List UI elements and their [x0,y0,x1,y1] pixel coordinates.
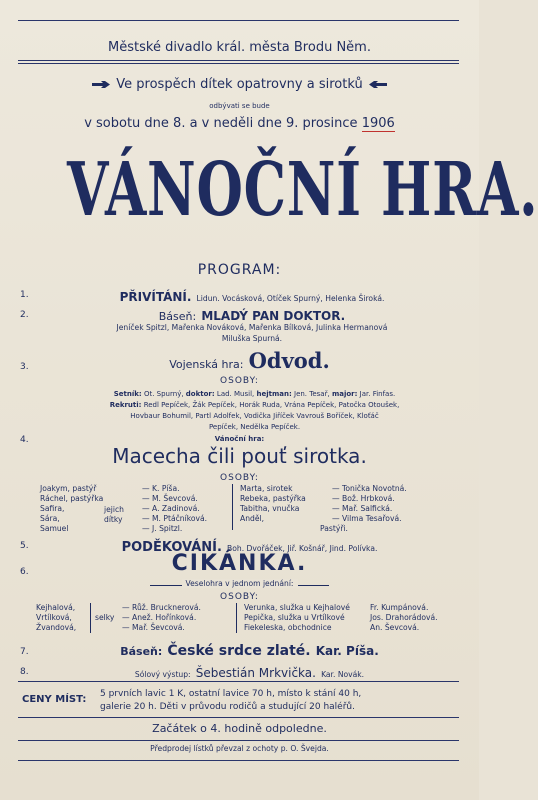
role: Fiekeleska, obchodnice [244,623,332,632]
actor: An. Ševcová. [370,623,420,632]
item-2-prefix: Báseň: [158,310,197,323]
item-1-cast: Lidun. Vocásková, Otíček Spurný, Helenka Široká. [196,294,385,303]
item-2-cast-1: Jeníček Spitzl, Mařenka Nováková, Mařenka Bílková, Julinka Hermanová [116,323,388,332]
item-number-5: 5. [20,541,29,551]
header-rule-1 [18,60,459,61]
actor: — M. Ševcová. [142,494,198,503]
item-7-author: Kar. Píša. [315,644,379,658]
item-7 [20,640,479,659]
item-number-7: 7. [20,647,29,657]
setnik-label: Setník: [113,390,142,398]
theatre-name: Městské divadlo král. města Brodu Něm. [108,40,371,55]
role: Pepička, služka u Vrtílkové [244,613,345,622]
ditky-label: dítky [104,515,123,524]
actor: — Mař. Salfická. [332,504,393,513]
start-time: Začátek o 4. hodině odpoledne. [152,722,327,735]
actor: — M. Ptáčníková. [142,514,208,523]
item-4-prefix: Vánoční hra: [214,435,265,443]
date-line [0,116,479,131]
item-3 [20,348,479,373]
item-2-cast-2: Miluška Spurná. [221,334,283,343]
played-note: odbývati se bude [209,102,270,110]
item-number-8: 8. [20,667,29,677]
date-text: v sobotu dne 8. a v neděli dne 9. prosince [84,116,358,131]
role: Sára, [40,514,60,523]
item-3-row-1 [30,390,479,398]
pastyri-label: Pastýři. [320,524,348,533]
item-4-left-actors [142,484,207,534]
setnik-actor: Ot. Spurný, [143,390,184,398]
item-6-right-roles [244,603,350,633]
item-number-6: 6. [20,567,29,577]
prices-line-2: galerie 20 h. Děti v průvodu rodičů a studující 20 haléřů. [100,702,355,712]
major-label: major: [331,390,358,398]
item-number-3: 3. [20,362,29,372]
item-3-osoby: OSOBY: [220,376,259,386]
actor: — Anež. Hořínková. [122,613,197,622]
item-6-right-actors [370,603,438,633]
role: Verunka, služka u Kejhalové [244,603,350,612]
item-4-osoby: OSOBY: [220,473,259,483]
item-6-subtitle [0,579,479,588]
item-4-title: Macecha čili pouť sirotka. [112,444,367,468]
item-3-row-4: Pepíček, Nedělka Pepíček. [208,423,301,431]
benefit-text: Ve prospěch dítek opatrovny a sirotků [116,77,363,92]
item-number-4: 4. [20,435,29,445]
role: Marta, sirotek [240,484,293,493]
doktor-label: doktor: [185,390,215,398]
role: Samuel [40,524,69,533]
actor: — Bož. Hrbková. [332,494,395,503]
item-6-osoby: OSOBY: [220,592,259,602]
item-6-divider [236,603,237,633]
jejich-label: jejich [104,505,124,514]
item-3-title: Odvod. [248,348,330,373]
actor: Jos. Drahorádová. [370,613,438,622]
selky-label: selky [95,613,115,622]
item-4-left-roles [40,484,103,534]
item-6-left-roles [36,603,76,633]
item-4-right-actors [332,484,407,524]
actor: — J. Spitzl. [142,524,183,533]
item-4-divider [232,484,233,530]
rekruti-label: Rekruti: [109,401,142,409]
item-3-prefix: Vojenská hra: [169,358,244,371]
doktor-actor: Lad. Musil, [216,390,255,398]
year: 1906 [361,116,395,131]
role: Ráchel, pastýřka [40,494,104,503]
item-5-title: PODĚKOVÁNÍ. [121,540,222,555]
role: Vrtílková, [36,613,72,622]
item-8-prefix: Sólový výstup: [134,670,191,679]
header-rule-2 [18,63,459,64]
item-7-prefix: Báseň: [120,645,163,658]
major-actor: Jar. Finfas. [359,390,396,398]
rekruti-list-1: Redl Pepíček, Žák Pepíček, Horák Ruda, Vrána Pepíček, Patočka Otoušek, [143,401,400,409]
role: Safira, [40,504,65,513]
item-2-title: MLADÝ PAN DOKTOR. [201,309,346,323]
item-1-title: PŘIVÍTÁNÍ. [119,290,192,304]
role: Anděl, [240,514,265,523]
item-8 [20,662,479,681]
prices-rule-bottom [18,717,459,718]
presale-note: Předprodej lístků převzal z ochoty p. O. Švejda. [150,744,329,753]
item-2 [25,305,479,324]
item-number-1: 1. [20,290,29,300]
item-3-row-2 [30,401,479,409]
pointing-hand-left-icon [369,81,387,88]
actor: — Vilma Tesařová. [332,514,402,523]
prices-label: CENY MÍST: [22,694,87,705]
prices-rule-top [18,681,459,682]
prices-text [100,688,361,714]
role: Kejhalová, [36,603,76,612]
role: Tabitha, vnučka [240,504,300,513]
role: Žvandová, [36,623,77,632]
item-3-row-3: Hovbaur Bohumil, Partl Adolfek, Vodička Jiříček Vavrouš Boříček, Kloťáč [130,412,379,420]
hejtman-label: hejtman: [256,390,292,398]
benefit-line [0,77,479,92]
actor: — Růž. Brucknerová. [122,603,201,612]
prices-line-1: 5 prvních lavic 1 K, ostatní lavice 70 h, místo k stání 40 h, [100,689,362,699]
program-label: PROGRAM: [197,262,282,278]
item-5-cast: Boh. Dvořáček, Jiř. Košnář, Jind. Polívka. [227,544,378,553]
item-4-right-roles [240,484,306,524]
actor: Fr. Kumpánová. [370,603,429,612]
actor: — A. Zadinová. [142,504,200,513]
actor: — Mař. Ševcová. [122,623,185,632]
item-8-title: Šebestián Mrkvička. [195,666,316,680]
top-rule [18,20,459,21]
jejich-ditky [104,505,124,525]
hejtman-actor: Jen. Tesař, [294,390,330,398]
item-number-2: 2. [20,310,29,320]
start-rule [18,740,459,741]
item-6-title: CIKÁNKA. [171,551,308,576]
actor: — K. Píša. [142,484,180,493]
item-8-author: Kar. Novák. [321,670,365,679]
item-6-subtitle-text: Veselohra v jednom jednání: [182,579,298,588]
item-1 [25,286,479,305]
bottom-rule [18,760,459,761]
item-6-bracket [90,603,91,633]
item-6-left-actors [122,603,201,633]
role: Joakym, pastýř [40,484,97,493]
item-7-title: České srdce zlaté. [167,643,311,659]
actor: — Tonička Novotná. [332,484,407,493]
poster-title: VÁNOČNÍ HRA. [67,147,538,233]
role: Rebeka, pastýřka [240,494,306,503]
pointing-hand-right-icon [92,81,110,88]
